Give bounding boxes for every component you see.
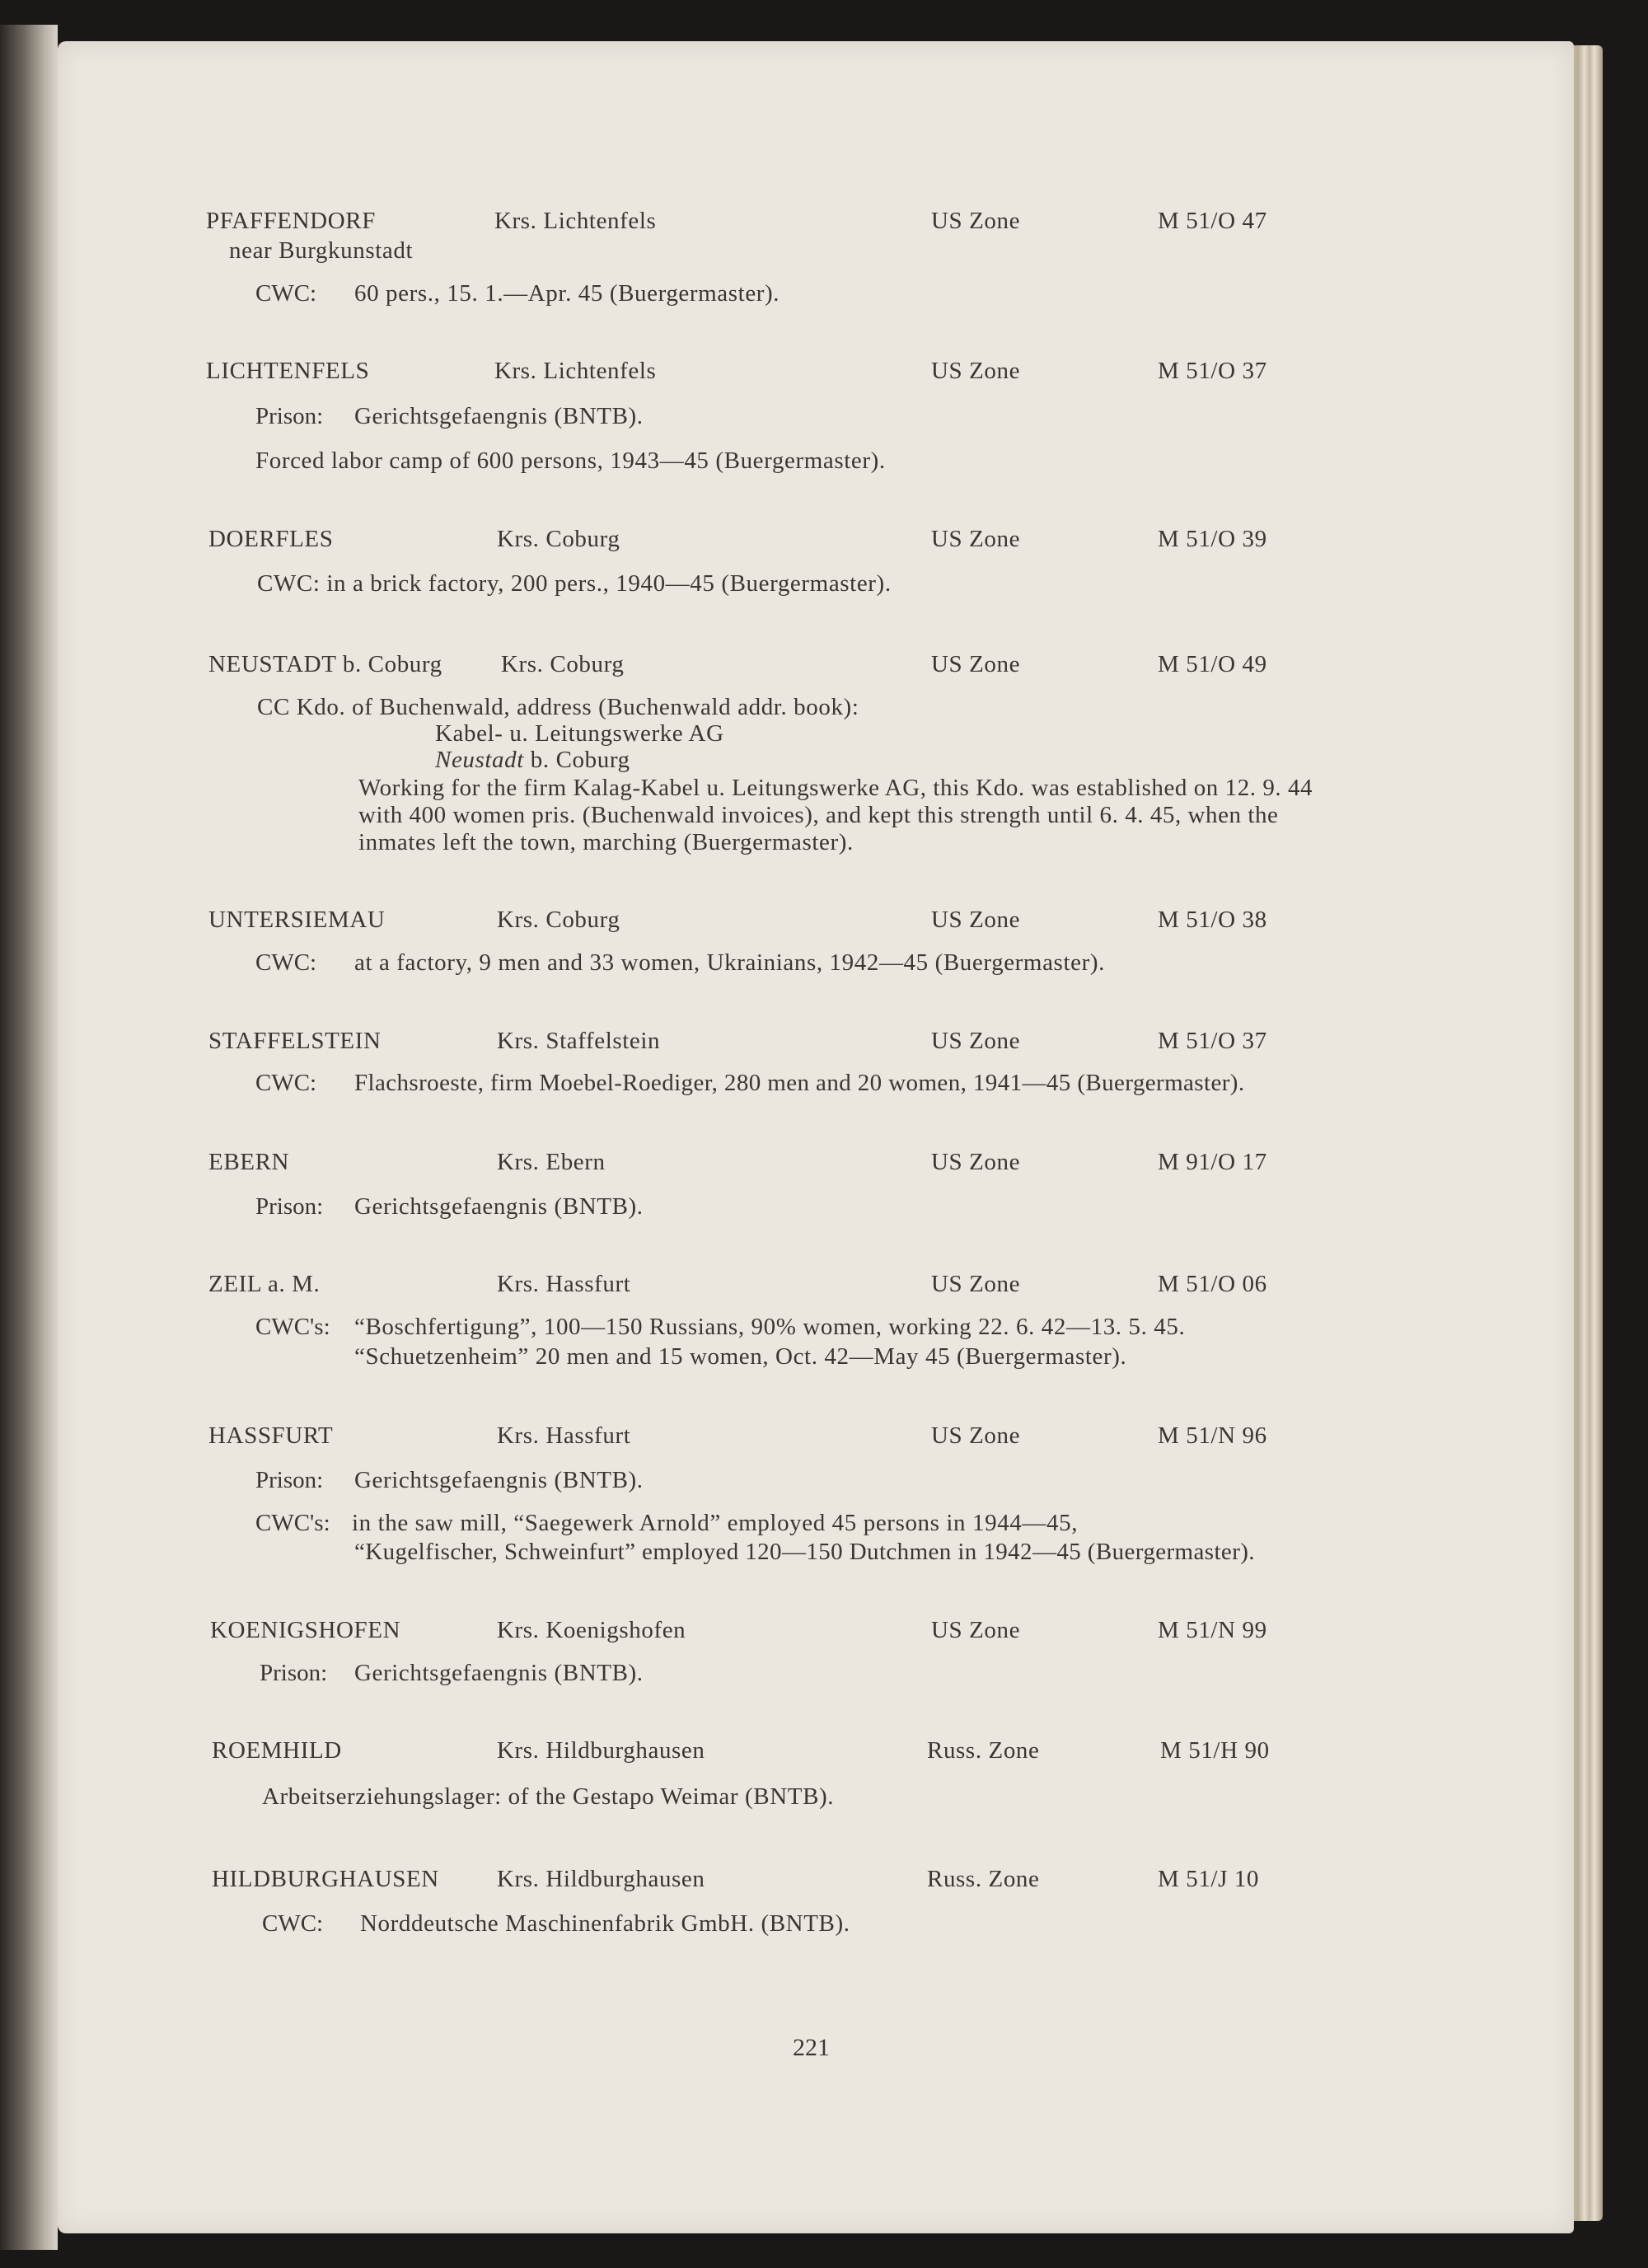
- book-spine-edge: [0, 25, 58, 2250]
- entry-place: UNTERSIEMAU: [208, 907, 386, 933]
- entry-district: Krs. Hassfurt: [497, 1271, 631, 1297]
- entry-zone: US Zone: [931, 1149, 1021, 1175]
- entry-line: with 400 women pris. (Buchenwald invoices), and kept this strength until 6. 4. 45, when the: [358, 802, 1279, 828]
- entry-ref: M 51/O 39: [1158, 526, 1267, 552]
- entry-line-rest: b. Coburg: [523, 747, 630, 773]
- entry-line-label: Prison:: [260, 1660, 328, 1686]
- entry-zone: US Zone: [931, 907, 1021, 933]
- entry-district: Krs. Hildburghausen: [497, 1737, 705, 1764]
- entry-line: “Boschfertigung”, 100—150 Russians, 90% women, working 22. 6. 42—13. 5. 45.: [354, 1314, 1186, 1340]
- entry-line-label: CWC:: [255, 1070, 317, 1096]
- entry-line: “Schuetzenheim” 20 men and 15 women, Oct. 42—May 45 (Buergermaster).: [354, 1343, 1127, 1370]
- page-number: 221: [793, 2034, 830, 2061]
- entry-line-label: Prison:: [255, 1467, 324, 1493]
- entry-line: CC Kdo. of Buchenwald, address (Buchenwald addr. book):: [257, 694, 859, 720]
- entry-zone: US Zone: [931, 358, 1021, 384]
- entry-line-address: [435, 747, 630, 774]
- entry-ref: M 51/O 49: [1158, 651, 1267, 677]
- entry-line: CWC: in a brick factory, 200 pers., 1940—45 (Buergermaster).: [257, 570, 892, 597]
- entry-district: Krs. Koenigshofen: [497, 1617, 686, 1643]
- entry-place: HASSFURT: [208, 1422, 334, 1449]
- entry-district: Krs. Staffelstein: [497, 1028, 661, 1054]
- entry-ref: M 51/O 38: [1158, 907, 1267, 933]
- entry-line: Gerichtsgefaengnis (BNTB).: [354, 1467, 644, 1493]
- entry-district: Krs. Hildburghausen: [497, 1866, 705, 1892]
- entry-place: PFAFFENDORF: [206, 208, 376, 234]
- entry-place: ZEIL a. M.: [208, 1271, 321, 1297]
- entry-ref: M 51/H 90: [1160, 1737, 1270, 1764]
- entry-zone: US Zone: [931, 651, 1021, 677]
- entry-line: Kabel- u. Leitungswerke AG: [435, 720, 724, 747]
- entry-district: Krs. Coburg: [497, 526, 620, 552]
- entry-line: Gerichtsgefaengnis (BNTB).: [354, 403, 644, 429]
- entry-zone: US Zone: [931, 526, 1021, 552]
- entry-line: 60 pers., 15. 1.—Apr. 45 (Buergermaster).: [354, 280, 780, 307]
- entry-line: inmates left the town, marching (Buergermaster).: [358, 829, 854, 855]
- entry-ref: M 51/J 10: [1158, 1866, 1260, 1892]
- entry-line: Gerichtsgefaengnis (BNTB).: [354, 1193, 644, 1220]
- entry-line-label: Prison:: [255, 1193, 324, 1220]
- entry-ref: M 91/O 17: [1158, 1149, 1267, 1175]
- entry-line: Working for the firm Kalag-Kabel u. Leitungswerke AG, this Kdo. was established on 12. 9. 44: [358, 775, 1313, 801]
- entry-district: Krs. Coburg: [497, 907, 620, 933]
- entry-zone: Russ. Zone: [927, 1866, 1040, 1892]
- entry-line-label: CWC:: [262, 1910, 324, 1937]
- entry-line-label: CWC's:: [255, 1314, 330, 1340]
- entry-district: Krs. Lichtenfels: [494, 358, 657, 384]
- entry-zone: US Zone: [931, 1617, 1021, 1643]
- entry-district: Krs. Ebern: [497, 1149, 606, 1175]
- entry-line: in the saw mill, “Saegewerk Arnold” employed 45 persons in 1944—45,: [352, 1510, 1079, 1536]
- entry-place: ROEMHILD: [212, 1737, 342, 1764]
- entry-district: Krs. Lichtenfels: [494, 208, 657, 234]
- entry-line-label: CWC:: [255, 949, 317, 976]
- entry-place-sub: near Burgkunstadt: [229, 237, 414, 264]
- entry-line-label: CWC:: [255, 280, 317, 307]
- entry-line: at a factory, 9 men and 33 women, Ukrainians, 1942—45 (Buergermaster).: [354, 949, 1105, 976]
- entry-zone: US Zone: [931, 1422, 1021, 1449]
- entry-zone: US Zone: [931, 208, 1021, 234]
- entry-zone: US Zone: [931, 1028, 1021, 1054]
- entry-zone: Russ. Zone: [927, 1737, 1040, 1764]
- entry-line-label: CWC's:: [255, 1510, 330, 1536]
- entry-line: Arbeitserziehungslager: of the Gestapo Weimar (BNTB).: [262, 1783, 835, 1810]
- entry-zone: US Zone: [931, 1271, 1021, 1297]
- entry-line: “Kugelfischer, Schweinfurt” employed 120—150 Dutchmen in 1942—45 (Buergermaster).: [354, 1539, 1255, 1565]
- entry-ref: M 51/O 37: [1158, 358, 1267, 384]
- entry-place: LICHTENFELS: [206, 358, 370, 384]
- entry-district: Krs. Hassfurt: [497, 1422, 631, 1449]
- entry-place: EBERN: [208, 1149, 290, 1175]
- entry-ref: M 51/N 96: [1158, 1422, 1267, 1449]
- entry-ref: M 51/N 99: [1158, 1617, 1267, 1643]
- entry-district: Krs. Coburg: [501, 651, 625, 677]
- entry-place: STAFFELSTEIN: [208, 1028, 382, 1054]
- entry-ref: M 51/O 47: [1158, 208, 1267, 234]
- entry-line-italic: Neustadt: [435, 747, 524, 773]
- entry-place: DOERFLES: [208, 526, 334, 552]
- entry-line: Forced labor camp of 600 persons, 1943—45 (Buergermaster).: [255, 448, 886, 474]
- entry-place: HILDBURGHAUSEN: [212, 1866, 439, 1892]
- entry-line: Gerichtsgefaengnis (BNTB).: [354, 1660, 644, 1686]
- page-stack-edge: [1570, 45, 1603, 2221]
- entry-line-label: Prison:: [255, 403, 324, 429]
- entry-line: Flachsroeste, firm Moebel-Roediger, 280 men and 20 women, 1941—45 (Buergermaster).: [354, 1070, 1245, 1096]
- entry-line: Norddeutsche Maschinenfabrik GmbH. (BNTB).: [360, 1910, 850, 1937]
- entry-place: NEUSTADT b. Coburg: [208, 651, 442, 677]
- entry-ref: M 51/O 06: [1158, 1271, 1267, 1297]
- entry-place: KOENIGSHOFEN: [210, 1617, 401, 1643]
- entry-ref: M 51/O 37: [1158, 1028, 1267, 1054]
